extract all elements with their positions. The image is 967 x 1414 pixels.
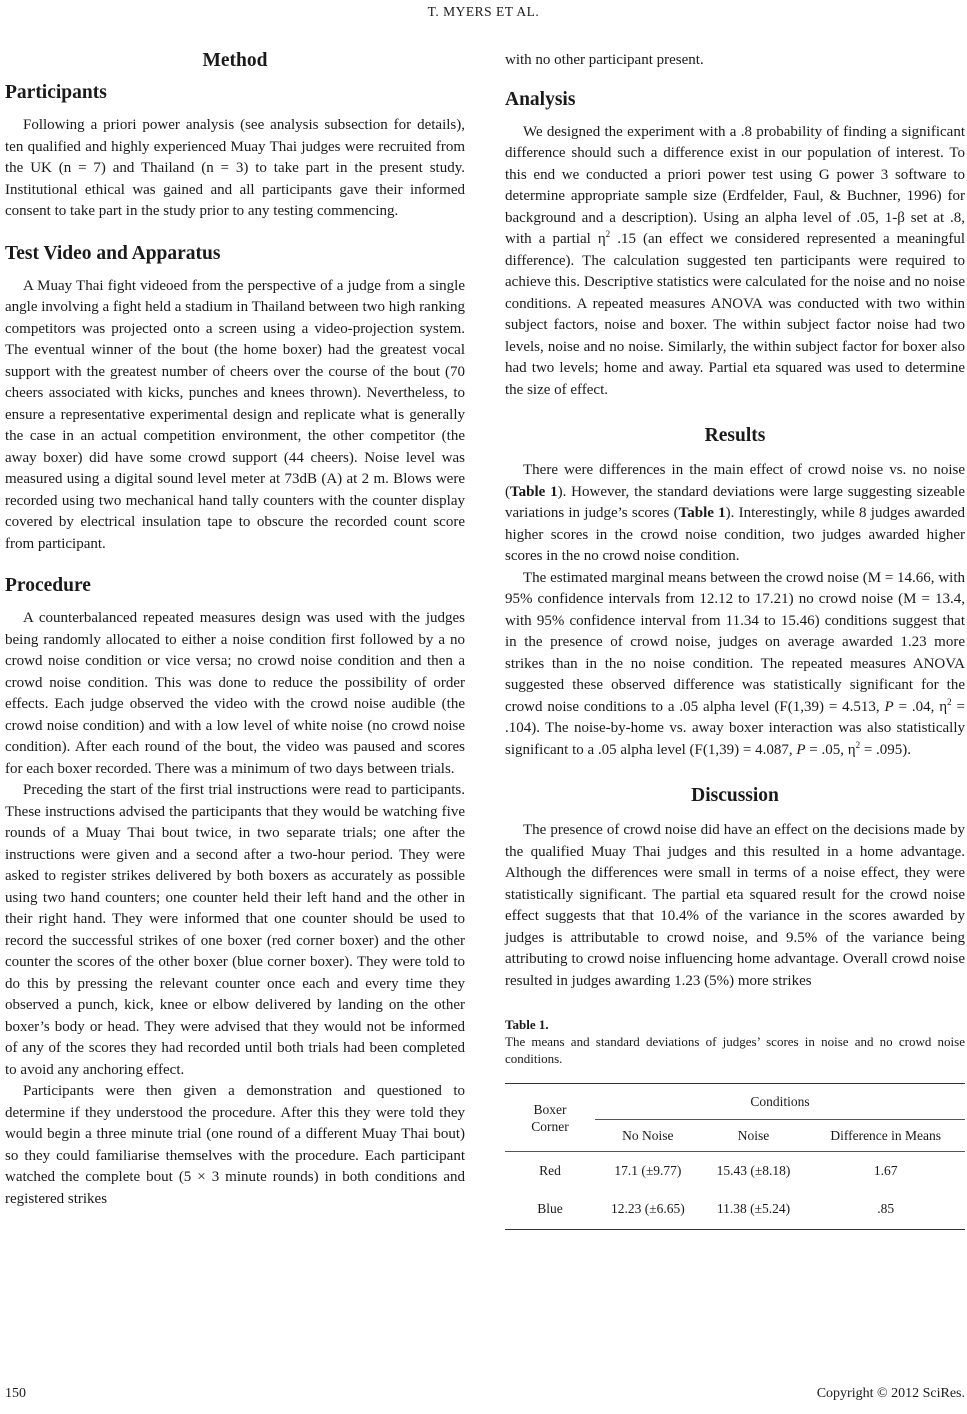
table-reference-2: Table 1 [678, 505, 726, 521]
col-header-no-noise: No Noise [595, 1120, 701, 1152]
analysis-paragraph [505, 122, 965, 402]
row-red-no-noise: 17.1 (±9.77) [595, 1152, 701, 1190]
table-caption: The means and standard deviations of judges’ scores in noise and no crowd noise conditions. [505, 1034, 965, 1066]
analysis-text-b: .15 (an effect we considered represented a meaningful difference). The calculation suggested ten participants were required to achieve this. Descriptive statistics were calculated for the noise and no noise conditions. A repeated measures ANOVA was conducted with two within subject factors, noise and boxer. The within subject factor noise had two levels, noise and no noise. Similarly, the within subject factor for boxer also had two levels; home and away. Partial eta squared was used to determine the size of effect. [505, 231, 965, 398]
row-blue-corner: Blue [505, 1190, 595, 1230]
results-text-2c: = .104). The noise-by-home vs. away boxer interaction was also statistically significant to a .05 alpha level (F(1,39) = 4.087, [505, 698, 965, 758]
table-row [505, 1190, 965, 1230]
row-red-corner: Red [505, 1152, 595, 1190]
discussion-paragraph: The presence of crowd noise did have an effect on the decisions made by the qualified Muay Thai judges and this resulted in a home advantage. Although the differences were small in terms of a noise effect, they were statistically significant. The partial eta squared result for the crowd noise effect suggests that that 10.4% of the variance in the scores awarded by judges is attributable to crowd noise, and 9.5% of the variance being attributing to crowd noise influencing home advantage. Overall crowd noise resulted in judges awarding 1.23 (5%) more strikes [505, 822, 965, 989]
results-text-2b: = .04, η [893, 698, 948, 715]
test-video-heading: Test Video and Apparatus [5, 242, 221, 264]
results-title: Results [704, 425, 766, 446]
analysis-superscript: 2 [605, 229, 611, 239]
continued-paragraph: with no other participant present. [505, 52, 704, 68]
running-head: T. MYERS ET AL. [427, 4, 540, 19]
test-video-paragraph: A Muay Thai fight videoed from the perspective of a judge from a single angle involving a fight held a stadium in Thailand between two high ranking competitors was projected onto a screen using a video-projection system. The eventual winner of the bout (the home boxer) had the greatest vocal support with the greatest number of cheers over the course of the bout (70 cheers associated with kicks, punches and knees thrown). Nevertheless, to ensure a representative experimental design and replicate what is generally the case in an actual competition environment, the other competitor (the away boxer) did have some crowd support (44 cheers). Noise level was measured using a digital sound level meter at 73dB (A) at 2 m. Blows were recorded using two mechanical hand tally counters with the counter display covered by electrical insulation tape to obscure the recorded count score from participant. [5, 277, 465, 552]
row-red-difference: 1.67 [806, 1152, 965, 1190]
p-symbol-2: P [796, 741, 806, 758]
procedure-heading: Procedure [5, 575, 91, 596]
analysis-text-a: We designed the experiment with a .8 probability of finding a significant difference should such a difference exist in our population of interest. To this end we conducted a priori power test using G power 3 software to determine appropriate sample size (Erdfelder, Faul, & Buchner, 1996) for background and a description). Using an alpha level of .05, 1-β set at .8, with a partial η [505, 123, 965, 247]
row-red-noise: 15.43 (±8.18) [701, 1152, 807, 1190]
copyright-notice: Copyright © 2012 SciRes. [816, 1386, 965, 1401]
eta-superscript-1: 2 [947, 696, 952, 707]
results-paragraph-2 [505, 568, 965, 762]
eta-superscript-2: 2 [855, 739, 861, 750]
participants-paragraph: Following a priori power analysis (see analysis subsection for details), ten qualified and highly experienced Muay Thai judges were recruited from the UK (n = 7) and Thailand (n = 3) to take part in the present study. Institutional ethical was gained and all participants gave their informed consent to take part in the study prior to any testing commencing. [5, 117, 465, 219]
method-title: Method [202, 50, 268, 71]
col-header-difference: Difference in Means [806, 1120, 965, 1152]
table-label: Table 1. [505, 1017, 549, 1032]
boxer-corner-header: Boxer Corner [505, 1084, 595, 1152]
procedure-paragraph-3: Participants were then given a demonstration and questioned to determine if they understood the procedure. After this they were told they would begin a three minute trial (one round of a different Muay Thai bout) so they could familiarise themselves with the procedure. Each participant watched the complete bout (5 × 3 minute rounds) in both conditions and registered strikes [5, 1083, 465, 1207]
analysis-heading: Analysis [505, 88, 576, 110]
table-row [505, 1152, 965, 1190]
results-text-1a: There were differences in the main effect of crowd noise vs. no noise ( [505, 462, 965, 500]
p-symbol-1: P [884, 698, 894, 715]
row-blue-no-noise: 12.23 (±6.65) [595, 1190, 701, 1230]
table-1 [505, 1016, 965, 1230]
results-text-1c: ). Interestingly, while 8 judges awarded higher scores in the crowd noise condition, two judges awarded higher scores in the no crowd noise condition. [505, 505, 965, 564]
row-blue-difference: .85 [806, 1190, 965, 1230]
row-blue-noise: 11.38 (±5.24) [701, 1190, 807, 1230]
col-header-noise: Noise [701, 1120, 807, 1152]
table-1-grid [505, 1083, 965, 1230]
right-column [505, 50, 965, 1230]
results-text-2d: = .05, η [805, 741, 856, 758]
procedure-paragraph-2: Preceding the start of the first trial instructions were read to participants. These instructions advised the participants that they would be watching five rounds of a Muay Thai bout twice, in two separate trials; one after the instructions were given and a second after a two-hour period. They were asked to register strikes delivered by both boxers as accurately as possible using two hand counters; one counter held their left hand and the other in their right hand. They were informed that one counter should be used to record the successful strikes of one boxer (red corner boxer) and the other counter the scores of the other boxer (blue corner boxer). They were told to do this by pressing the relevant counter once each and every time they observed a punch, kick, knee or elbow delivered by landing on the other boxer’s body or head. They were advised that they would not be informed of any of the scores they had recorded until both trials had been completed to avoid any anchoring effect. [5, 782, 465, 1078]
page-number: 150 [5, 1386, 26, 1401]
left-column [5, 50, 465, 1210]
discussion-title: Discussion [691, 785, 779, 806]
results-text-2a: The estimated marginal means between the crowd noise (M = 14.66, with 95% confidence intervals from 12.12 to 17.21) no crowd noise (M = 13.4, with 95% confidence interval from 11.34 to 15.46) conditions suggest that in the presence of crowd noise, judges on average awarded 1.23 more strikes than in the no noise condition. The repeated measures ANOVA suggested these observed difference was statistically significant for the crowd noise conditions to a .05 alpha level (F(1,39) = 4.513, [505, 569, 965, 715]
procedure-paragraph-1: A counterbalanced repeated measures design was used with the judges being randomly allocated to either a noise condition first followed by a no crowd noise condition or vice versa; no crowd noise condition and then a crowd noise condition. This was done to reduce the possibility of order effects. Each judge observed the video with the crowd noise audible (the crowd noise condition) and with a low level of white noise (no crowd noise condition). After each round of the bout, the video was paused and scores for each boxer recorded. There was a minimum of two days between trials. [5, 610, 465, 777]
results-text-2e: = .095). [860, 741, 912, 758]
results-paragraph-1 [505, 460, 965, 568]
conditions-header: Conditions [595, 1084, 965, 1120]
table-reference-1: Table 1 [510, 483, 558, 500]
participants-heading: Participants [5, 82, 107, 103]
results-text-1b: ). However, the standard deviations were large suggesting sizeable variations in judge’s scores ( [505, 483, 965, 521]
